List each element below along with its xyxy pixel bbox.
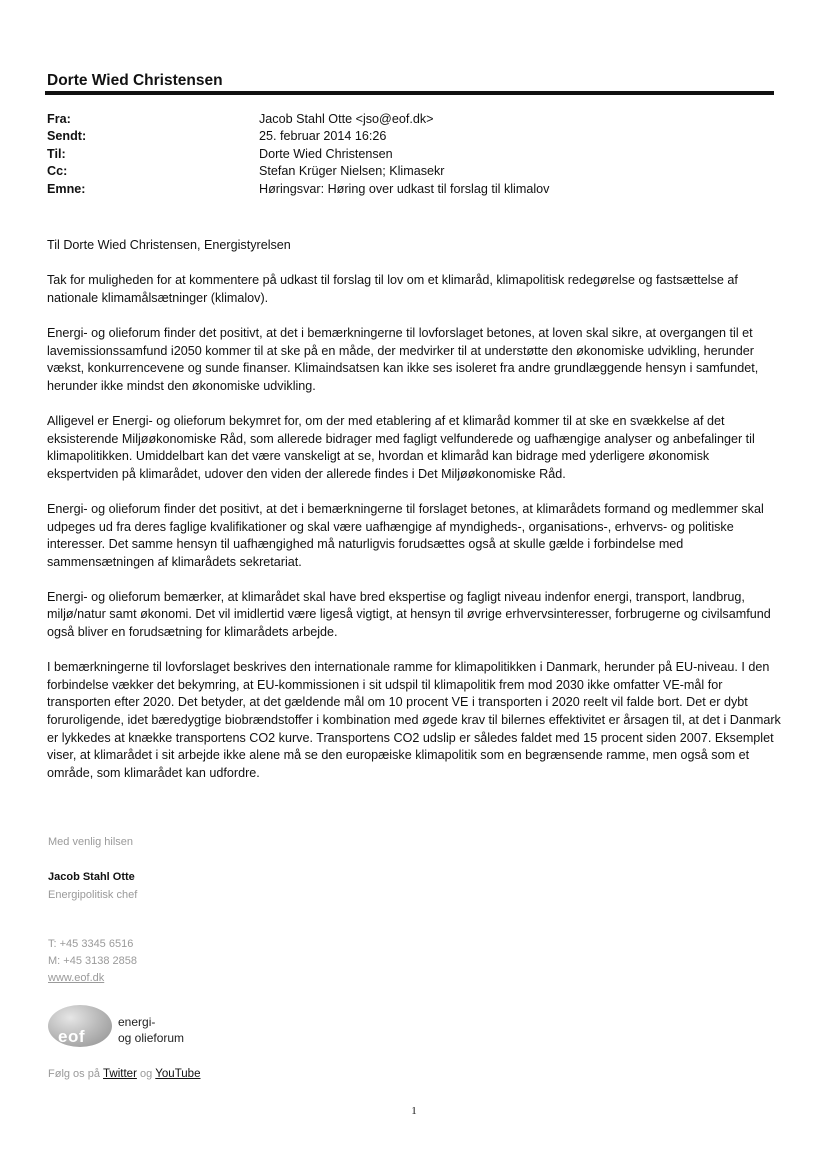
logo-wordmark-line2: og olieforum <box>118 1031 185 1045</box>
body-paragraph: Energi- og olieforum finder det positivt, at det i bemærkningerne til forslaget betones, at klimarådets formand og medlemmer skal udpeges ud fra deres faglige kvalifikationer og skal være uafhængige af myndigheds-, organisations-, erhvervs- og politiske interesser. Det samme hensyn til uafhængighed må naturligvis forudsættes også at skulle gælde i forbindelse med sammensætningen af klimarådets sekretariat. <box>47 501 764 569</box>
header-label: Cc: <box>47 164 68 179</box>
header-from-value: Jacob Stahl Otte <jso@eof.dk> <box>259 112 434 126</box>
body-paragraph: Tak for muligheden for at kommentere på udkast til forslag til lov om et klimaråd, klimapolitisk redegørelse og fastsættelse af nationale klimamålsætninger (klimalov). <box>47 273 738 305</box>
twitter-link[interactable]: Twitter <box>103 1068 137 1080</box>
body-paragraph: Energi- og olieforum finder det positivt, at det i bemærkningerne til lovforslaget betones, at loven skal sikre, at overgangen til et lavemissionssamfund i2050 kommer til at ske på en måde, der medvirker til at understøtte den økonomiske udvikling, herunder vækst, konkurrencevene og sunde finanser. Klimaindsatsen kan ikke ses isoleret fra andre grundlæggende hensyn i samfundet, herunder ikke mindst den økonomiske udvikling. <box>47 325 759 393</box>
header-label: Til: <box>47 146 66 161</box>
website-link[interactable]: www.eof.dk <box>48 972 105 984</box>
eof-logo-mark-text: eof <box>58 1027 85 1046</box>
greeting: Til Dorte Wied Christensen, Energistyrelsen <box>47 238 291 252</box>
body-paragraph: I bemærkningerne til lovforslaget beskrives den internationale ramme for klimapolitikken i Danmark, herunder på EU-niveau. I den forbindelse vækker det bekymring, at EU-kommissionen i sit udspil til klimapolitik frem mod 2030 ikke omfatter VE-mål for transporten efter 2020. Det betyder, at det gældende mål om 10 procent VE i transporten i 2020 reelt vil falde bort. Det er dybt foruroligende, idet bæredygtige biobrændstoffer i kombination med øgede krav til bilernes effektivitet er årsagen til, at det i Danmark er lykkedes at knække transportens CO2 kurve. Transportens CO2 udslip er således faldet med 15 procent siden 2007. Eksemplet viser, at klimarådet i sit arbejde ikke alene må se den europæiske klimapolitik som en begrænsende ramme, men også som et område, som klimarådet kan udfordre. <box>47 660 781 780</box>
email-body <box>47 237 782 800</box>
eof-logo-mark <box>48 1005 112 1047</box>
closing-text: Med venlig hilsen <box>48 836 133 848</box>
social-links <box>48 1068 200 1080</box>
header-sent-value: 25. februar 2014 16:26 <box>259 129 387 144</box>
header-subject-value: Høringsvar: Høring over udkast til forslag til klimalov <box>259 181 550 196</box>
mailbox-owner-name: Dorte Wied Christensen <box>47 72 223 89</box>
header-divider <box>45 91 774 95</box>
phone-number: T: +45 3345 6516 <box>48 938 134 950</box>
header-label: Fra: <box>47 112 71 126</box>
eof-logo <box>48 1001 228 1053</box>
header-cc-value: Stefan Krüger Nielsen; Klimasekr <box>259 164 445 179</box>
body-paragraph: Energi- og olieforum bemærker, at klimarådet skal have bred ekspertise og fagligt niveau indenfor energi, transport, landbrug, miljø/natur samt økonomi. Det vil imidlertid være ligeså vigtigt, at hensyn til øvrige erhvervsinteresser, forbrugerne og civilsamfund også bliver en forudsætning for klimarådets arbejde. <box>47 589 771 640</box>
sender-name: Jacob Stahl Otte <box>48 871 135 883</box>
sender-title: Energipolitisk chef <box>48 889 138 901</box>
page-number: 1 <box>411 1105 417 1117</box>
header-label: Emne: <box>47 181 86 196</box>
logo-wordmark-line1: energi- <box>118 1015 156 1029</box>
follow-prefix: Følg os på <box>48 1068 100 1080</box>
youtube-link[interactable]: YouTube <box>155 1068 201 1080</box>
header-to-value: Dorte Wied Christensen <box>259 146 393 161</box>
header-label: Sendt: <box>47 129 87 144</box>
body-paragraph: Alligevel er Energi- og olieforum bekymret for, om der med etablering af et klimaråd kommer til at ske en svækkelse af det eksisterende Miljøøkonomiske Råd, som allerede bidrager med fagligt velfunderede og uafhængige analyser og anbefalinger til klimapolitikken. Umiddelbart kan det være vanskeligt at se, hvordan et klimaråd kan bidrage med yderligere økonomisk ekspertviden på klimarådet, udover den viden der allerede findes i Det Miljøøkonomiske Råd. <box>47 413 755 481</box>
follow-joiner: og <box>139 1068 153 1080</box>
mobile-number: M: +45 3138 2858 <box>48 955 137 967</box>
